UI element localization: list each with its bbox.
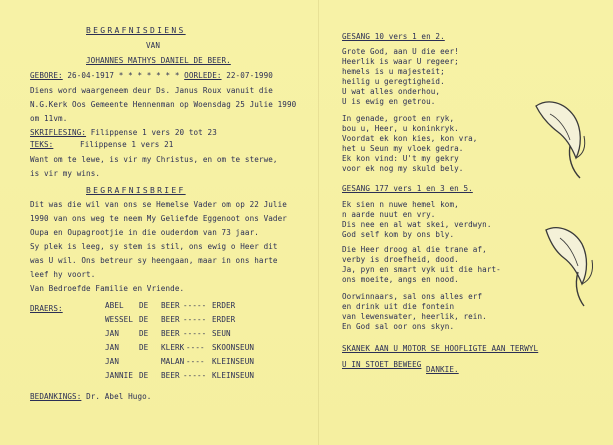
draer-role: SEUN: [212, 329, 231, 338]
brief-line: Oupa en Oupagrootjie in die ouderdom van 73 jaar.: [30, 228, 259, 237]
draer-mid: DE: [139, 371, 149, 380]
teks-line: [30, 140, 173, 150]
hymn-line: U is ewig en getrou.: [342, 97, 436, 106]
dates-line: [30, 71, 273, 81]
hymn-line: Dis nee en al wat skei, verdwyn.: [342, 220, 492, 229]
draer-role: KLEINSEUN: [212, 357, 255, 366]
hymn-line: God self kom by ons bly.: [342, 230, 455, 239]
hymn-line: Voordat ek kon kies, kon vra,: [342, 134, 478, 143]
gebore-label: GEBORE:: [30, 71, 63, 80]
hymn-line: van lewenswater, heerlik, rein.: [342, 312, 487, 321]
brief-line: Sy plek is leeg, sy stem is stil, ons ewig o Heer dit: [30, 242, 278, 251]
brief-line: was U wil. Ons betreur sy heengaan, maar in ons harte: [30, 256, 278, 265]
draer-first: JANNIE: [105, 371, 134, 380]
hymn-line: Heerlik is waar U regeer;: [342, 57, 459, 66]
draer-last: BEER: [161, 315, 180, 324]
draer-last: KLERK: [161, 343, 185, 352]
draer-dash: -----: [183, 371, 207, 380]
draer-role: ERDER: [212, 315, 236, 324]
hymn-line: Ja, pyn en smart vyk uit die hart-: [342, 265, 501, 274]
draer-role: ERDER: [212, 301, 236, 310]
draer-dash: -----: [183, 301, 207, 310]
draer-last: BEER: [161, 329, 180, 338]
hymn-line: U wat alles onderhou,: [342, 87, 441, 96]
page-fold-line: [318, 0, 319, 445]
draer-first: JAN: [105, 343, 120, 352]
hymn-line: voor ek nog my skuld bely.: [342, 164, 464, 173]
draer-mid: DE: [139, 343, 149, 352]
hymn-line: bou u, Heer, u koninkryk.: [342, 124, 459, 133]
deceased-name: JOHANNES MATHYS DANIEL DE BEER.: [86, 56, 231, 65]
hymn-line: en drink uit die fontein: [342, 302, 455, 311]
hymn-line: En God sal oor ons skyn.: [342, 322, 455, 331]
bedankings-line: [30, 392, 151, 402]
gesang1-title: GESANG 10 vers 1 en 2.: [342, 32, 445, 41]
hymn-line: Ek sien n nuwe hemel kom,: [342, 200, 459, 209]
draer-first: WESSEL: [105, 315, 134, 324]
hymn-line: Die Heer droog al die trane af,: [342, 245, 487, 254]
lily-flower-icon: [530, 88, 588, 180]
closing-line: U IN STOET BEWEEG: [342, 360, 422, 369]
gebore-value: 26-04-1917 * * * * * * *: [67, 71, 180, 80]
draer-first: JAN: [105, 357, 120, 366]
quote-line: is vir my wins.: [30, 169, 101, 178]
dankie-text: DANKIE.: [426, 365, 459, 374]
brief-title: BEGRAFNISBRIEF: [86, 186, 186, 195]
hymn-line: het u Seun my vloek gedra.: [342, 144, 464, 153]
draer-first: ABEL: [105, 301, 124, 310]
teks-value: Filippense 1 vers 21: [80, 140, 174, 149]
hymn-line: Oorwinnaars, sal ons alles erf: [342, 292, 483, 301]
draer-last: BEER: [161, 301, 180, 310]
skriflesing-line: [30, 128, 217, 138]
draer-role: KLEINSEUN: [212, 371, 255, 380]
lily-flower-icon: [538, 216, 596, 308]
hymn-line: ons moeite, angs en nood.: [342, 275, 459, 284]
skriflesing-label: SKRIFLESING:: [30, 128, 87, 137]
bedankings-value: Dr. Abel Hugo.: [86, 392, 152, 401]
brief-line: 1990 van ons weg te neem My Geliefde Eggenoot ons Vader: [30, 214, 287, 223]
skriflesing-value: Filippense 1 vers 20 tot 23: [90, 128, 217, 137]
draer-last: MALAN: [161, 357, 185, 366]
draer-dash: -----: [183, 315, 207, 324]
draer-role: SKOONSEUN: [212, 343, 255, 352]
hymn-line: Ek kon vind: U't my gekry: [342, 154, 459, 163]
service-title: BEGRAFNISDIENS: [86, 26, 186, 35]
draer-mid: DE: [139, 301, 149, 310]
service-line: N.G.Kerk Oos Gemeente Hennenman op Woensdag 25 Julie 1990: [30, 100, 297, 109]
hymn-line: verby is droefheid, dood.: [342, 255, 459, 264]
bedankings-label: BEDANKINGS:: [30, 392, 82, 401]
quote-line: Want om te lewe, is vir my Christus, en om te sterwe,: [30, 155, 278, 164]
draer-dash: ----: [186, 343, 205, 352]
brief-line: leef hy voort.: [30, 270, 96, 279]
draer-dash: ----: [186, 357, 205, 366]
van-label: VAN: [146, 41, 161, 50]
hymn-line: In genade, groot en ryk,: [342, 114, 455, 123]
oorlede-label: OORLEDE:: [184, 71, 222, 80]
draer-first: JAN: [105, 329, 120, 338]
draer-last: BEER: [161, 371, 180, 380]
draer-mid: DE: [139, 315, 149, 324]
teks-label: TEKS:: [30, 140, 54, 149]
hymn-line: heilig u geregtigheid.: [342, 77, 445, 86]
oorlede-value: 22-07-1990: [226, 71, 273, 80]
hymn-line: hemels is u majesteit;: [342, 67, 445, 76]
hymn-line: n aarde nuut en vry.: [342, 210, 436, 219]
closing-line: SKANEK AAN U MOTOR SE HOOFLIGTE AAN TERWYL: [342, 344, 539, 353]
gesang2-title: GESANG 177 vers 1 en 3 en 5.: [342, 184, 473, 193]
draer-mid: DE: [139, 329, 149, 338]
service-line: om 11vm.: [30, 114, 68, 123]
draers-label: DRAERS:: [30, 304, 63, 313]
brief-line: Dit was die wil van ons se Hemelse Vader om op 22 Julie: [30, 200, 287, 209]
hymn-line: Grote God, aan U die eer!: [342, 47, 459, 56]
service-line: Diens word waargeneem deur Ds. Janus Roux vanuit die: [30, 86, 273, 95]
brief-line: Van Bedroefde Familie en Vriende.: [30, 284, 185, 293]
draer-dash: -----: [183, 329, 207, 338]
